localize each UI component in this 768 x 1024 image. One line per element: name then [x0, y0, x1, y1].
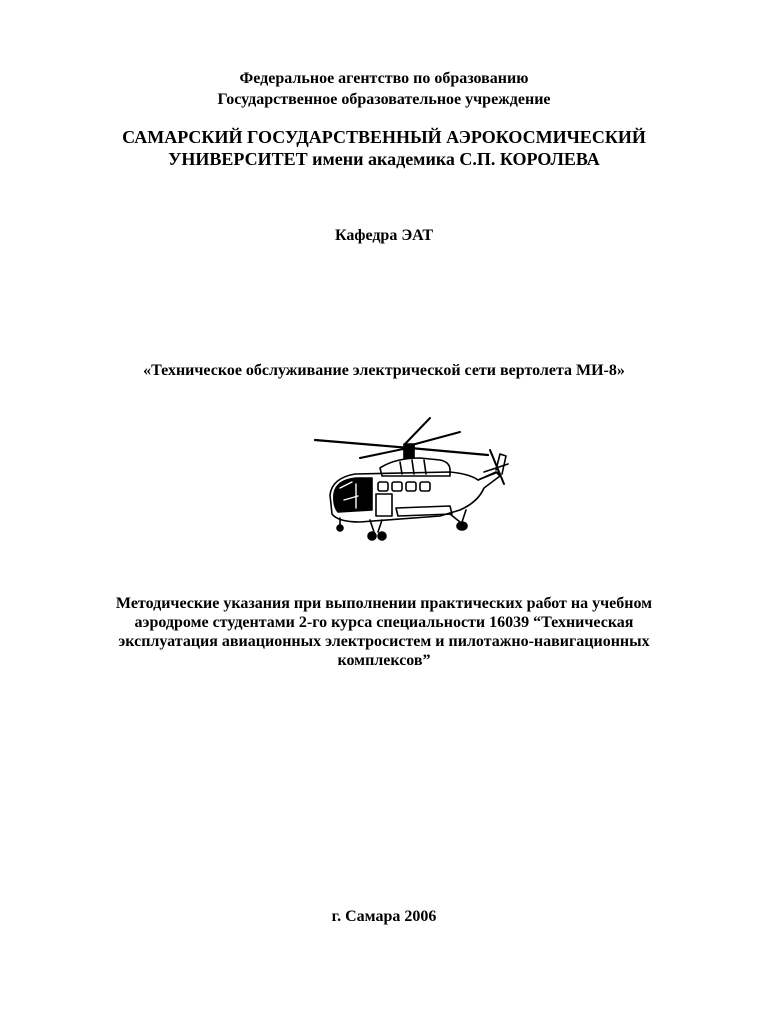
- university-name-line1: САМАРСКИЙ ГОСУДАРСТВЕННЫЙ АЭРОКОСМИЧЕСКИЙ: [122, 127, 646, 147]
- description-line1: Методические указания при выполнении практических работ на учебном: [115, 595, 653, 612]
- helicopter-icon: [300, 410, 520, 550]
- document-title: «Техническое обслуживание электрической сети вертолета МИ-8»: [143, 362, 625, 379]
- department-name: Кафедра ЭАТ: [334, 227, 433, 244]
- place-year: г. Самара 2006: [331, 908, 437, 925]
- description-line3: эксплуатация авиационных электросистем и пилотажно-навигационных: [118, 633, 650, 650]
- description-line2: аэродроме студентами 2-го курса специальности 16039 “Техническая: [134, 614, 634, 631]
- institution-type: Государственное образовательное учреждение: [217, 91, 551, 108]
- description-line4: комплексов”: [337, 652, 431, 669]
- agency-name: Федеральное агентство по образованию: [239, 70, 529, 87]
- university-name-line2: УНИВЕРСИТЕТ имени академика С.П. КОРОЛЕВА: [168, 149, 600, 169]
